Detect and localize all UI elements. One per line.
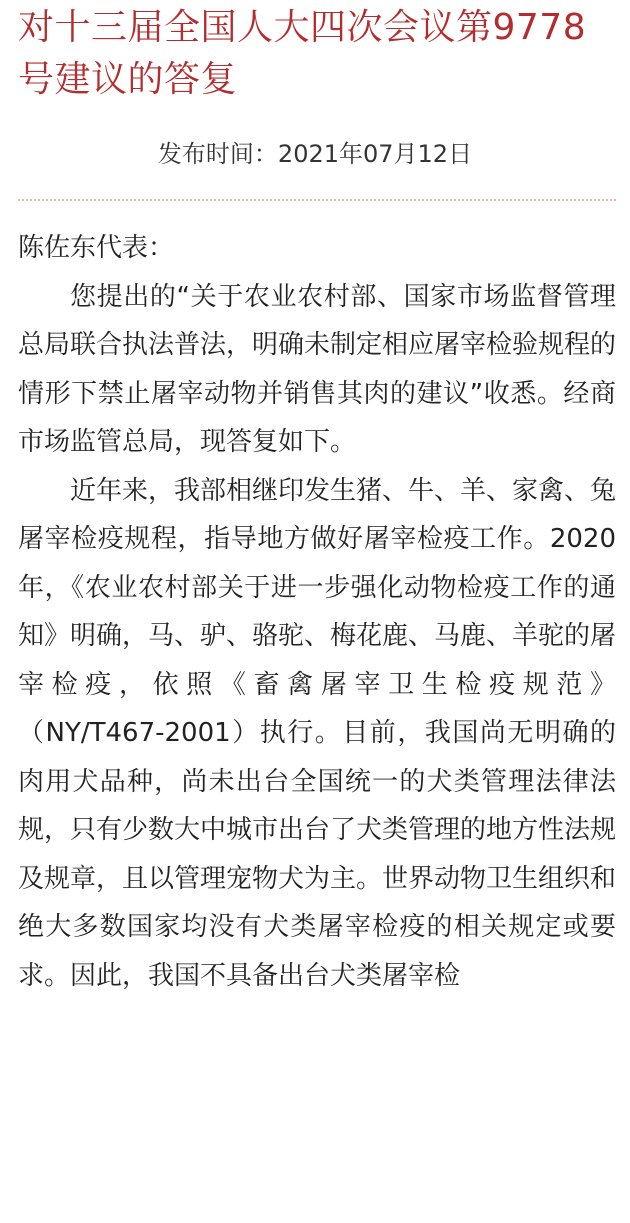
publish-date: 2021年07月12日 <box>277 140 473 168</box>
publish-info <box>0 134 630 174</box>
title-divider <box>18 199 616 201</box>
paragraph-1: 您提出的“关于农业农村部、国家市场监督管理总局联合执法普法，明确未制定相应屠宰检验规程的情形下禁止屠宰动物并销售其肉的建议”收悉。经商市场监管总局，现答复如下。 <box>18 281 617 457</box>
salutation: 陈佐东代表： <box>18 233 175 263</box>
publish-label: 发布时间： <box>157 140 278 168</box>
article-body <box>18 224 616 1000</box>
paragraph-2: 近年来，我部相继印发生猪、牛、羊、家禽、兔屠宰检疫规程，指导地方做好屠宰检疫工作。2020年，《农业农村部关于进一步强化动物检疫工作的通知》明确，马、驴、骆驼、梅花鹿、马鹿、羊驼的屠宰检疫，依照《畜禽屠宰卫生检疫规范》（NY/T467-2001）执行。目前，我国尚无明确的肉用犬品种，尚未出台全国统一的犬类管理法律法规，只有少数大中城市出台了犬类管理的地方性法规及规章，且以管理宠物犬为主。世界动物卫生组织和绝大多数国家均没有犬类屠宰检疫的相关规定或要求。因此，我国不具备出台犬类屠宰检 <box>18 475 617 991</box>
article-title: 对十三届全国人大四次会议第9778号建议的答复 <box>18 7 587 100</box>
